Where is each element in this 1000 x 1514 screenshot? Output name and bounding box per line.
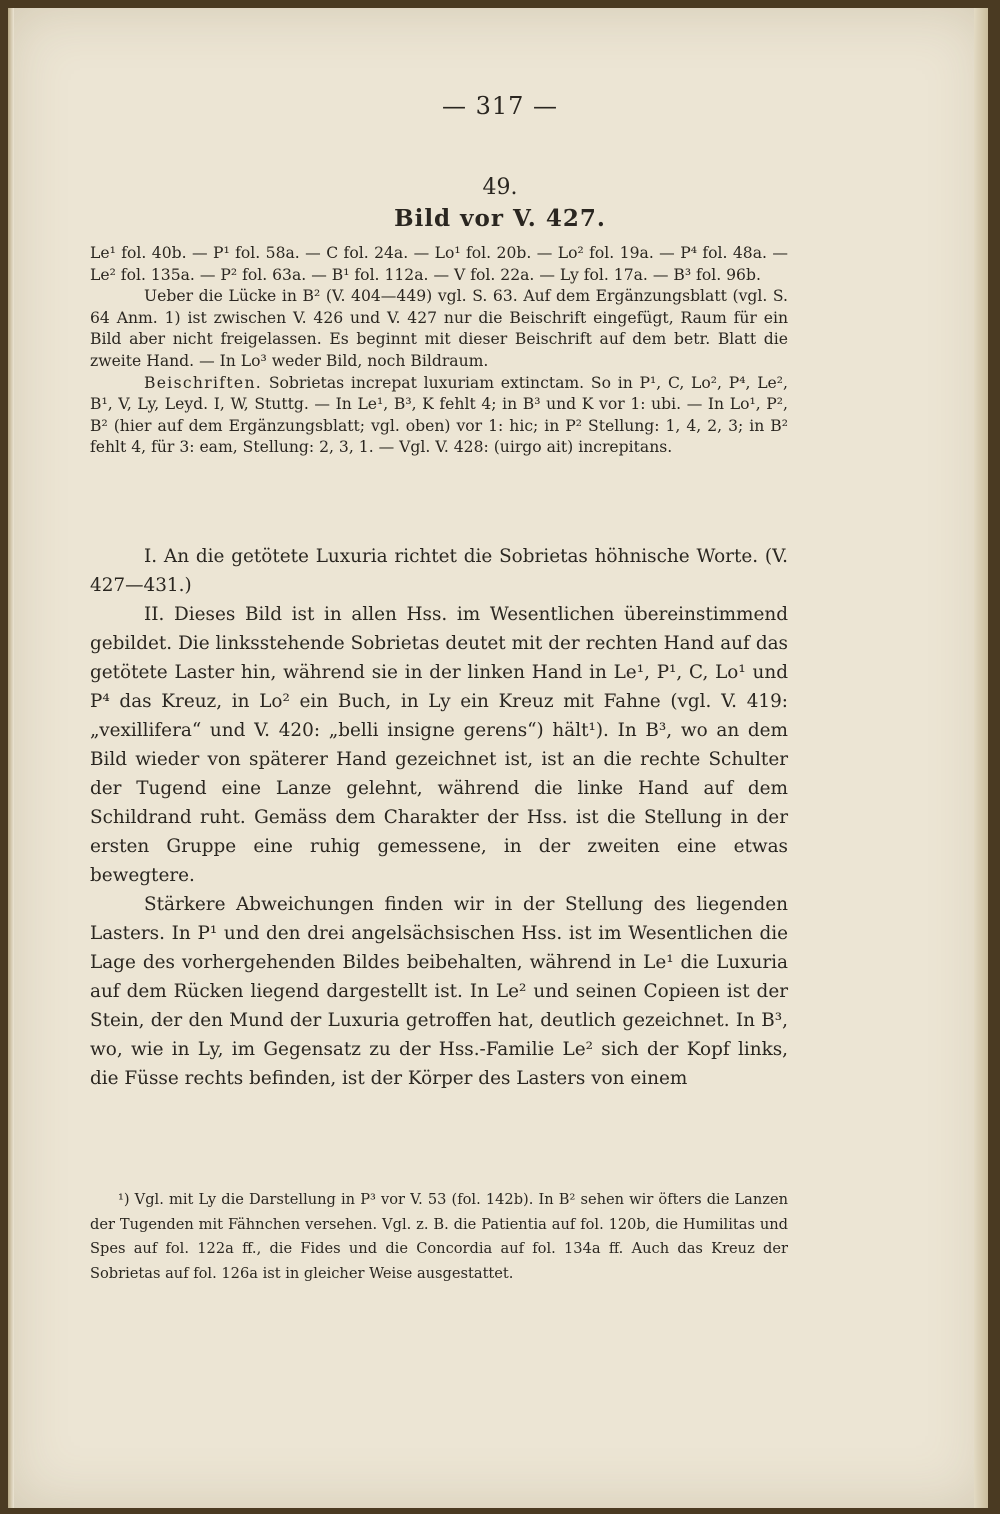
beischriften-label: Beischriften. (144, 373, 263, 392)
lacuna-note: Ueber die Lücke in B² (V. 404—449) vgl. S. 63. Auf dem Ergänzungsblatt (vgl. S. 64 Anm. 1) ist zwischen V. 426 und V. 427 nur die Beischrift eingefügt, Raum für ein Bild aber nicht freigelassen. Es beginnt mit dieser Beischrift auf dem betr. Blatt die zweite Hand. — In Lo³ weder Bild, noch Bildraum. (90, 287, 788, 370)
beischriften-text: Sobrietas increpat luxuriam extinctam. So in P¹, C, Lo², P⁴, Le², B¹, V, Ly, Leyd. I, W, Stuttg. — In Le¹, B³, K fehlt 4; in B³ und K vor 1: ubi. — In Lo¹, P², B² (hier auf dem Ergänzungsblatt; vgl. oben) vor 1: hic; in P² Stellung: 1, 4, 2, 3; in B² fehlt 4, für 3: eam, Stellung: 2, 3, 1. — Vgl. V. 428: (uirgo ait) increpitans. (90, 373, 788, 457)
body-text (90, 542, 788, 1093)
body-paragraph: Stärkere Abweichungen finden wir in der Stellung des liegenden Lasters. In P¹ und den drei angelsächsischen Hss. ist im Wesentlichen die Lage des vorhergehenden Bildes beibehalten, während in Le¹ die Luxuria auf dem Rücken liegend dargestellt ist. In Le² und seinen Copieen ist der Stein, der den Mund der Luxuria getroffen hat, deutlich gezeichnet. In B³, wo, wie in Ly, im Gegensatz zu der Hss.-Familie Le² sich der Kopf links, die Füsse rechts befinden, ist der Körper des Lasters von einem (90, 894, 788, 1089)
body-paragraph: II. Dieses Bild ist in allen Hss. im Wesentlichen übereinstimmend gebildet. Die linksstehende Sobrietas deutet mit der rechten Hand auf das getötete Laster hin, während sie in der linken Hand in Le¹, P¹, C, Lo¹ und P⁴ das Kreuz, in Lo² ein Buch, in Ly ein Kreuz mit Fahne (vgl. V. 419: „vexillifera“ und V. 420: „belli insigne gerens“) hält¹). In B³, wo an dem Bild wieder von späterer Hand gezeichnet ist, ist an die rechte Schulter der Tugend eine Lanze gelehnt, während die linke Hand auf dem Schildrand ruht. Gemäss dem Charakter der Hss. ist die Stellung in der ersten Gruppe eine ruhig gemessene, in der zweiten eine etwas bewegtere. (90, 604, 788, 886)
body-paragraph: I. An die getötete Luxuria richtet die Sobrietas höhnische Worte. (V. 427—431.) (90, 546, 788, 596)
footnote-text: ¹) Vgl. mit Ly die Darstellung in P³ vor V. 53 (fol. 142b). In B² sehen wir öfters die Lanzen der Tugenden mit Fähnchen versehen. Vgl. z. B. die Patientia auf fol. 120b, die Humilitas und Spes auf fol. 122a ff., die Fides und die Concordia auf fol. 134a ff. Auch das Kreuz der Sobrietas auf fol. 126a ist in gleicher Weise ausgestattet. (90, 1191, 788, 1282)
section-number: 49. (482, 175, 518, 200)
beischriften-paragraph (90, 373, 788, 459)
sources-block (90, 243, 788, 459)
footnote (90, 1188, 788, 1286)
page-number: — 317 — (441, 92, 559, 120)
section-title: Bild vor V. 427. (394, 205, 606, 232)
page-gutter (8, 8, 14, 1508)
manuscript-list: Le¹ fol. 40b. — P¹ fol. 58a. — C fol. 24a. — Lo¹ fol. 20b. — Lo² fol. 19a. — P⁴ fol. 48a. — Le² fol. 135a. — P² fol. 63a. — B¹ fol. 112a. — V fol. 22a. — Ly fol. 17a. — B³ fol. 96b. (90, 244, 788, 284)
page-edge (974, 8, 988, 1508)
